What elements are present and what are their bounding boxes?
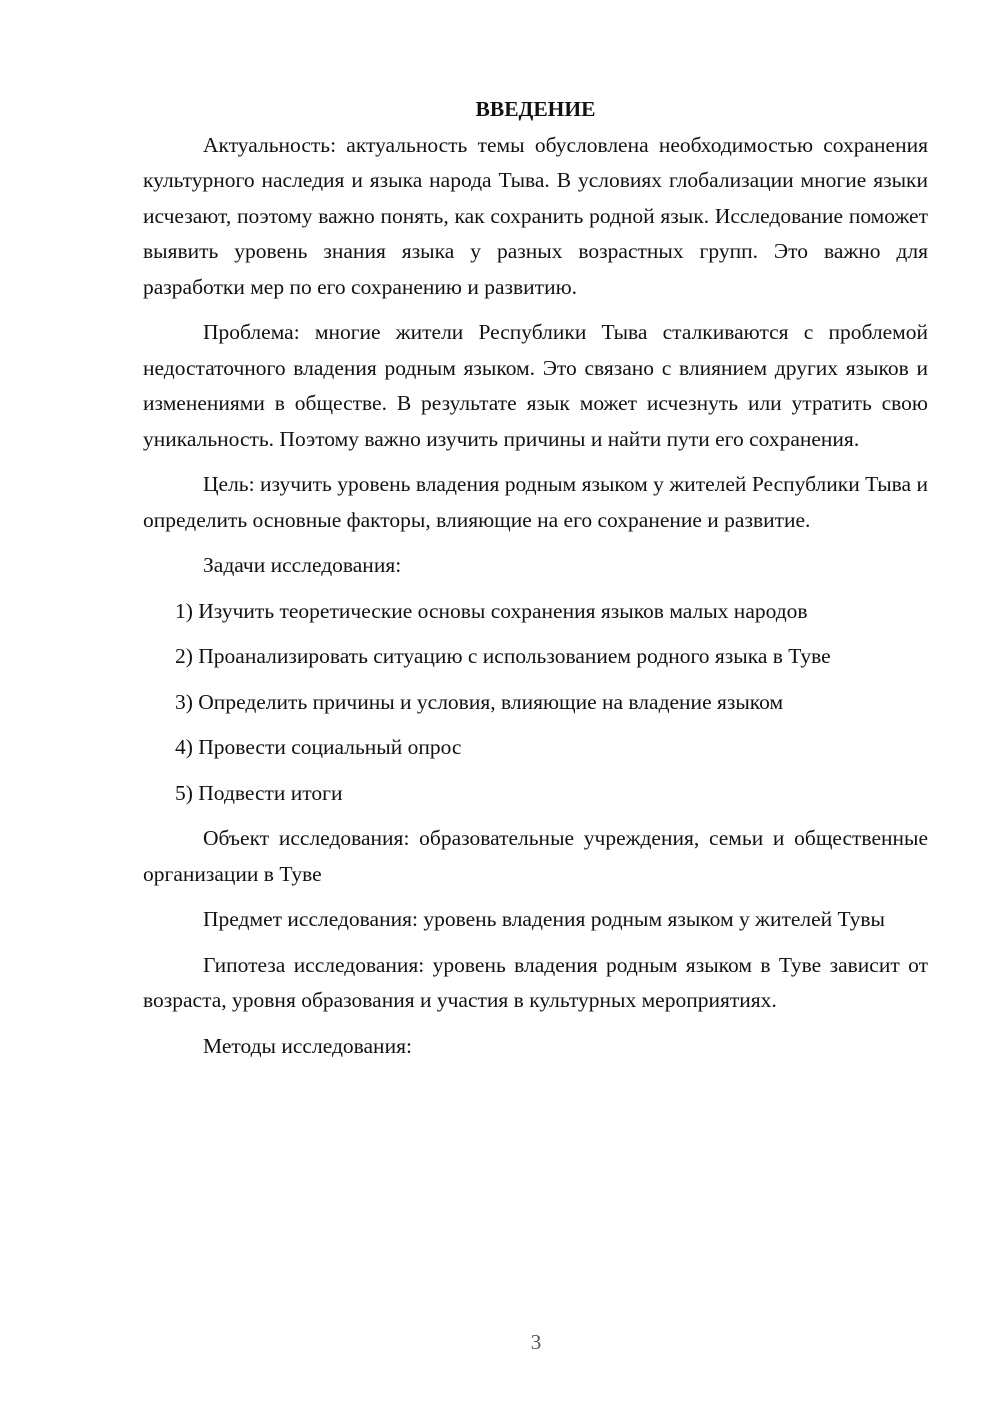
task-item-3: 3) Определить причины и условия, влияющие на владение языком bbox=[175, 689, 784, 714]
task-item-5: 5) Подвести итоги bbox=[175, 780, 343, 805]
page-title: ВВЕДЕНИЕ bbox=[475, 97, 596, 121]
paragraph-subject: Предмет исследования: уровень владения родным языком у жителей Тувы bbox=[203, 907, 885, 931]
paragraph-object: Объект исследования: образовательные учреждения, семьи и общественные организации в Туве bbox=[143, 826, 928, 886]
page-number: 3 bbox=[530, 1330, 542, 1354]
paragraph-goal: Цель: изучить уровень владения родным языком у жителей Республики Тыва и определить основные факторы, влияющие на его сохранение и развитие. bbox=[143, 472, 928, 532]
task-item-2: 2) Проанализировать ситуацию с использованием родного языка в Туве bbox=[175, 644, 831, 668]
paragraph-hypothesis: Гипотеза исследования: уровень владения родным языком в Туве зависит от возраста, уровня образования и участия в культурных мероприятиях. bbox=[143, 952, 928, 1012]
paragraph-tasks-heading: Задачи исследования: bbox=[203, 553, 402, 577]
document-body bbox=[143, 92, 928, 1074]
paragraph-methods: Методы исследования: bbox=[203, 1033, 412, 1058]
paragraph-problem: Проблема: многие жители Республики Тыва сталкиваются с проблемой недостаточного владения родным языком. Это связано с влиянием других языков и изменениями в обществе. В результате язык может исчезнуть или утратить свою уникальность. Поэтому важно изучить причины и найти пути его сохранения. bbox=[143, 320, 928, 451]
paragraph-relevance: Актуальность: актуальность темы обусловлена необходимостью сохранения культурного наследия и языка народа Тыва. В условиях глобализации многие языки исчезают, поэтому важно понять, как сохранить родной язык. Исследование поможет выявить уровень знания языка у разных возрастных групп. Это важно для разработки мер по его сохранению и развитию. bbox=[143, 132, 928, 299]
task-item-4: 4) Провести социальный опрос bbox=[175, 735, 462, 759]
task-item-1: 1) Изучить теоретические основы сохранения языков малых народов bbox=[175, 598, 808, 623]
